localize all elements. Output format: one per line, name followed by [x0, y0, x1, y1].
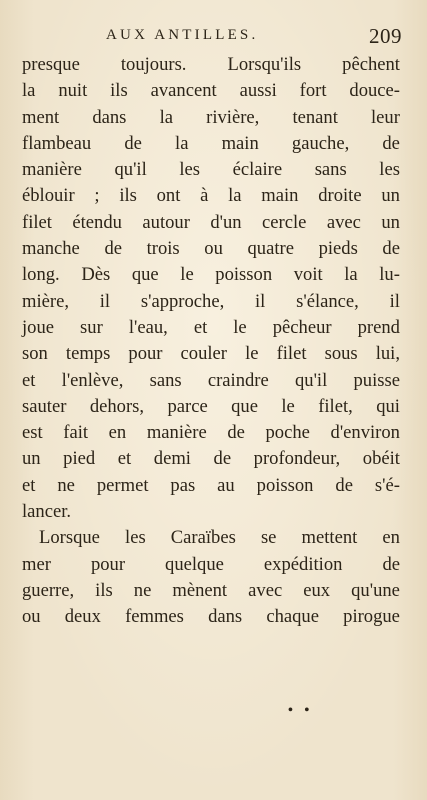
word: lu-: [379, 264, 400, 286]
word: ne: [57, 474, 75, 496]
text-line: [22, 499, 400, 525]
word: long.: [22, 264, 60, 286]
text-line: [22, 604, 400, 630]
word: il: [389, 290, 400, 312]
page-number: 209: [369, 24, 402, 48]
word: avancent: [150, 80, 217, 102]
word: puisse: [353, 369, 400, 391]
word: de: [104, 238, 122, 260]
word: le: [281, 395, 295, 417]
word: de: [382, 132, 400, 154]
word: ils: [119, 185, 137, 207]
word: Lorsqu'ils: [227, 54, 302, 75]
word: la: [228, 185, 242, 207]
word: quelque: [165, 553, 224, 575]
word: poisson: [215, 264, 273, 286]
word: d'un: [210, 211, 242, 233]
word: pour: [90, 553, 126, 575]
word: quatre: [247, 238, 294, 260]
word: nuit: [58, 80, 88, 102]
word: sans: [149, 369, 182, 391]
word: le: [180, 264, 194, 286]
word: sous: [324, 343, 358, 365]
word: de: [335, 474, 353, 496]
word: joue: [22, 316, 55, 338]
word: le: [233, 316, 247, 338]
word: que: [231, 395, 258, 417]
text-line: [22, 315, 400, 341]
word: ou: [204, 238, 223, 260]
text-line: [22, 368, 400, 394]
text-line-content: lancer.: [22, 501, 72, 523]
word: lui,: [375, 343, 400, 365]
word: les: [125, 527, 146, 549]
word: s'é-: [374, 474, 400, 496]
word: en: [108, 422, 127, 444]
word: Dès: [81, 264, 111, 286]
word: pied: [63, 448, 96, 470]
word: expédition: [263, 553, 343, 575]
word: presque: [22, 54, 80, 75]
word: l'enlève,: [61, 369, 124, 391]
word: il: [99, 290, 111, 312]
word: et: [22, 369, 36, 391]
signature-mark: • •: [288, 703, 314, 718]
word: avec: [248, 579, 283, 601]
word: parce: [167, 395, 208, 417]
word: et: [193, 316, 208, 338]
word: éclaire: [232, 159, 283, 181]
word: sauter: [22, 395, 67, 417]
word: deux: [64, 606, 101, 628]
word: poche: [265, 422, 310, 444]
word: pour: [128, 343, 163, 365]
text-line: [22, 341, 400, 367]
word: filet,: [318, 395, 353, 417]
word: temps: [65, 343, 111, 365]
word: leur: [371, 106, 400, 128]
word: éblouir: [22, 185, 75, 207]
word: qu'il: [294, 369, 328, 391]
word: le: [245, 343, 259, 365]
word: son: [22, 343, 48, 365]
word: filet: [276, 343, 307, 365]
word: prend: [357, 316, 400, 338]
text-line: [22, 210, 400, 236]
text-line: [22, 473, 400, 499]
word: la: [159, 106, 173, 128]
word: dehors,: [89, 395, 145, 417]
word: guerre,: [22, 579, 75, 601]
word: s'élance,: [296, 290, 359, 312]
body-text: [22, 52, 400, 631]
word: cercle: [262, 211, 307, 233]
word: étendu: [72, 211, 122, 233]
word: qui: [376, 395, 400, 417]
word: et: [22, 474, 36, 496]
word: avec: [326, 211, 361, 233]
word: droite: [318, 185, 362, 207]
text-line: [22, 131, 400, 157]
word: la: [344, 264, 358, 286]
text-line: [22, 525, 400, 551]
word: en: [382, 527, 400, 549]
word: d'environ: [330, 422, 400, 444]
word: la: [22, 80, 36, 102]
text-line: [22, 552, 400, 578]
text-line: [22, 78, 400, 104]
word: eux: [303, 579, 331, 601]
word: ne: [133, 579, 152, 601]
text-line: [22, 446, 400, 472]
word: permet: [96, 474, 149, 496]
word: ou: [22, 606, 41, 628]
word: s'approche,: [140, 290, 225, 312]
word: de: [227, 422, 245, 444]
word: un: [22, 448, 41, 470]
word: de: [382, 553, 400, 575]
running-head: AUX ANTILLES.: [106, 27, 259, 43]
word: sur: [80, 316, 103, 338]
word: mènent: [172, 579, 228, 601]
word: de: [382, 238, 400, 260]
word: ;: [94, 185, 100, 207]
text-line: [22, 289, 400, 315]
word: femmes: [125, 606, 184, 628]
word: ils: [110, 80, 128, 102]
word: manche: [22, 238, 80, 260]
word: ils: [95, 579, 113, 601]
word: de: [213, 448, 232, 470]
word: les: [179, 159, 200, 181]
word: manière: [146, 422, 207, 444]
word: main: [261, 185, 299, 207]
word: pêchent: [342, 54, 400, 75]
word: mière,: [22, 290, 69, 312]
word: demi: [153, 448, 191, 470]
word: de: [124, 132, 142, 154]
word: chaque: [266, 606, 319, 628]
text-line: [22, 105, 400, 131]
text-line: [22, 578, 400, 604]
word: dans: [92, 106, 127, 128]
word: mer: [22, 553, 51, 575]
word: ment: [22, 106, 60, 128]
word: les: [379, 159, 400, 181]
word: l'eau,: [128, 316, 168, 338]
word: Lorsque: [39, 527, 100, 549]
word: Caraïbes: [170, 527, 236, 549]
word: la: [175, 132, 189, 154]
word: qu'une: [351, 579, 400, 601]
word: profondeur,: [253, 448, 341, 470]
word: pieds: [318, 238, 358, 260]
word: poisson: [256, 474, 314, 496]
word: à: [200, 185, 209, 207]
word: couler: [180, 343, 228, 365]
text-line: [22, 183, 400, 209]
text-line: [22, 262, 400, 288]
word: autour: [142, 211, 190, 233]
word: sans: [314, 159, 347, 181]
word: pas: [170, 474, 196, 496]
word: dans: [208, 606, 243, 628]
word: douce-: [349, 80, 400, 102]
word: ont: [156, 185, 181, 207]
word: que: [131, 264, 159, 286]
page-header: [22, 24, 404, 51]
word: et: [117, 448, 132, 470]
word: est: [22, 422, 43, 444]
word: pirogue: [343, 606, 400, 628]
word: un: [381, 185, 400, 207]
text-line: [22, 157, 400, 183]
word: au: [217, 474, 235, 496]
word: il: [255, 290, 266, 312]
word: filet: [22, 211, 52, 233]
text-line: [22, 394, 400, 420]
word: un: [381, 211, 400, 233]
word: rivière,: [206, 106, 260, 128]
word: pêcheur: [272, 316, 332, 338]
word: mettent: [301, 527, 358, 549]
word: manière: [22, 159, 82, 181]
word: gauche,: [291, 132, 350, 154]
word: qu'il: [114, 159, 147, 181]
text-line: [22, 52, 400, 78]
text-line: [22, 420, 400, 446]
word: se: [260, 527, 277, 549]
text-line: [22, 236, 400, 262]
word: flambeau: [22, 132, 92, 154]
word: toujours.: [120, 54, 187, 75]
word: tenant: [292, 106, 338, 128]
word: fort: [299, 80, 327, 102]
word: craindre: [207, 369, 269, 391]
word: obéit: [362, 448, 400, 470]
word: fait: [63, 422, 89, 444]
word: aussi: [239, 80, 277, 102]
word: voit: [293, 264, 323, 286]
word: main: [221, 132, 259, 154]
word: trois: [146, 238, 180, 260]
